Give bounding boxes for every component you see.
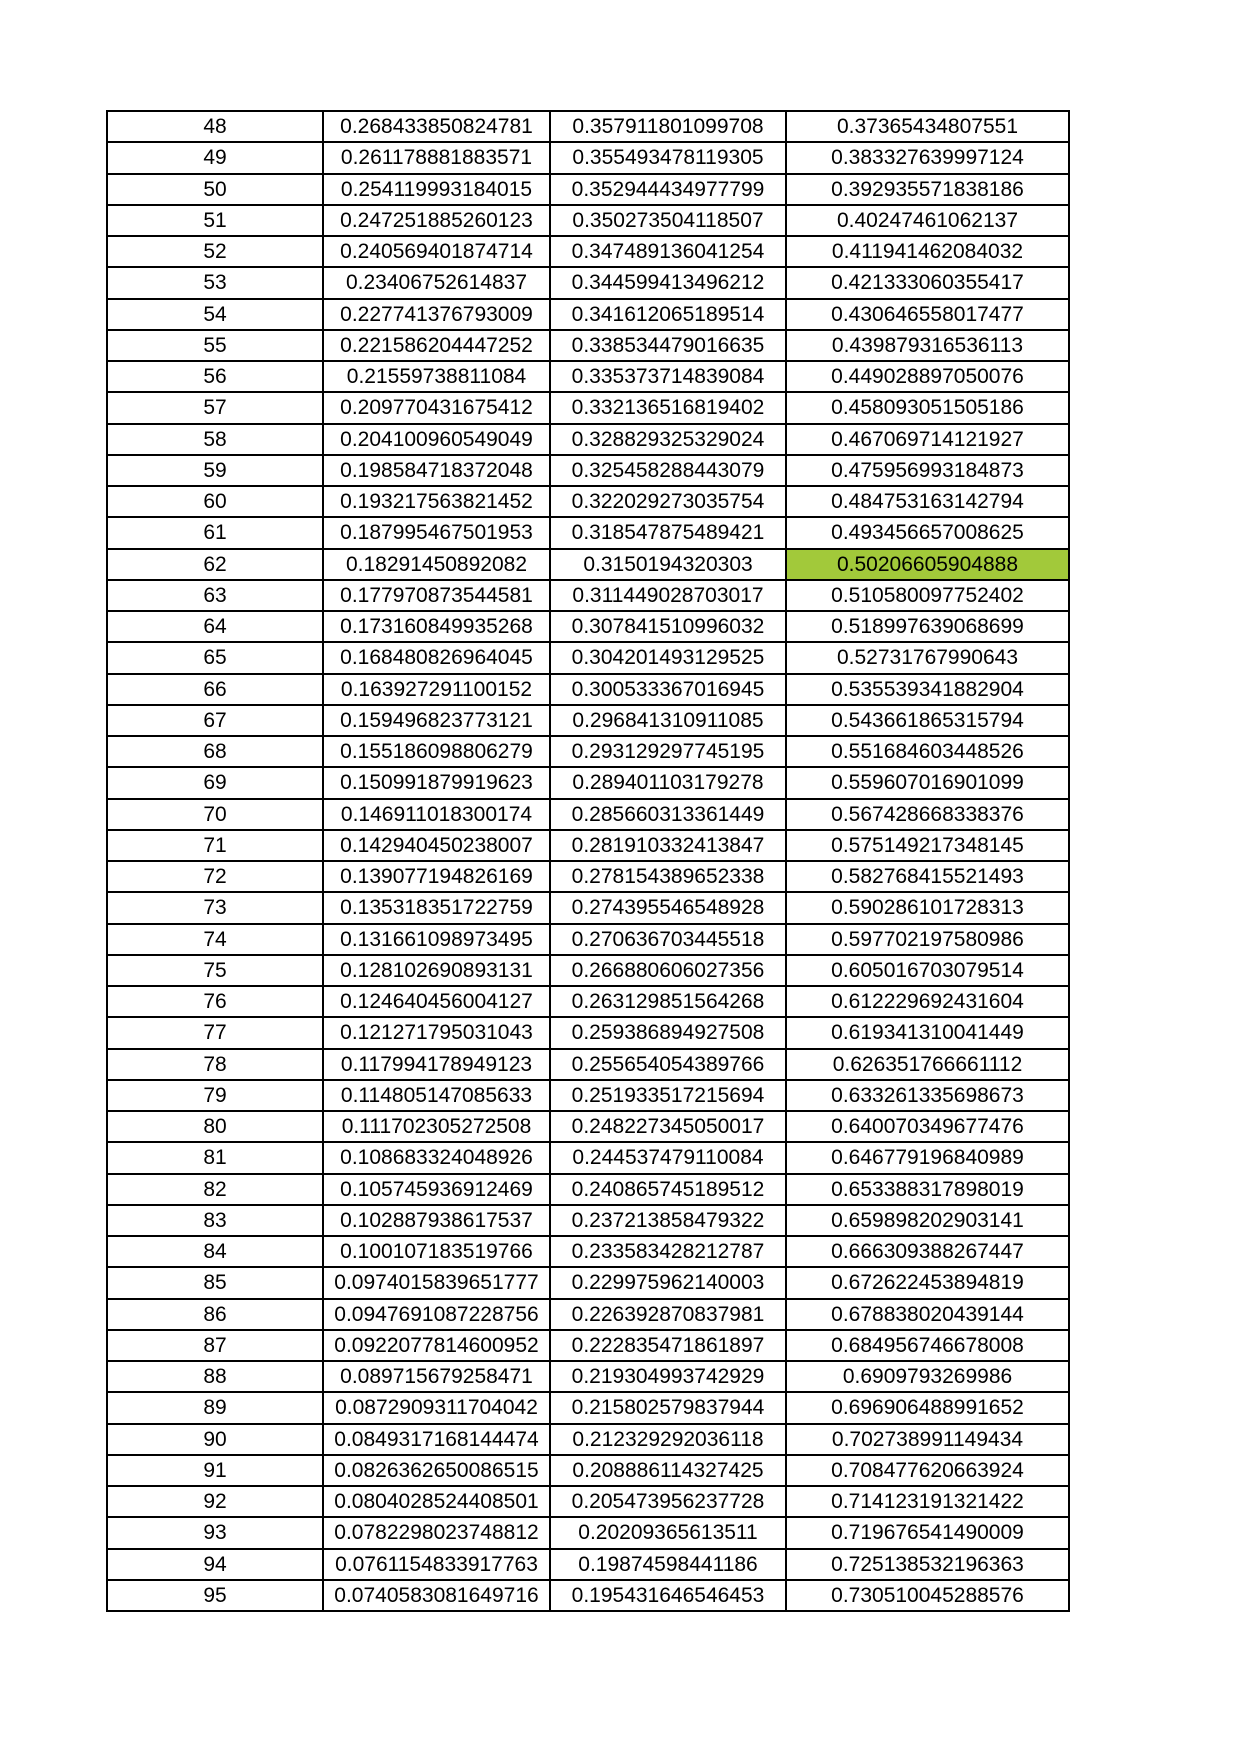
table-row [107, 580, 1069, 611]
value-cell: 0.121271795031043 [323, 1017, 550, 1048]
table-row [107, 955, 1069, 986]
table-row [107, 892, 1069, 923]
value-cell: 0.357911801099708 [550, 111, 786, 142]
value-cell: 0.131661098973495 [323, 924, 550, 955]
value-cell: 0.6909793269986 [786, 1361, 1069, 1392]
value-cell: 0.173160849935268 [323, 611, 550, 642]
value-cell: 0.567428668338376 [786, 799, 1069, 830]
table-row [107, 924, 1069, 955]
value-cell: 0.177970873544581 [323, 580, 550, 611]
value-cell: 0.0826362650086515 [323, 1455, 550, 1486]
value-cell: 0.219304993742929 [550, 1361, 786, 1392]
value-cell: 0.114805147085633 [323, 1080, 550, 1111]
value-cell: 0.458093051505186 [786, 392, 1069, 423]
value-cell: 0.0740583081649716 [323, 1580, 550, 1611]
table-row [107, 1267, 1069, 1298]
value-cell: 0.124640456004127 [323, 986, 550, 1017]
value-cell: 0.597702197580986 [786, 924, 1069, 955]
row-index-cell: 56 [107, 361, 323, 392]
value-cell: 0.307841510996032 [550, 611, 786, 642]
row-index-cell: 48 [107, 111, 323, 142]
row-index-cell: 68 [107, 736, 323, 767]
table-row [107, 799, 1069, 830]
row-index-cell: 49 [107, 142, 323, 173]
table-row [107, 1236, 1069, 1267]
row-index-cell: 60 [107, 486, 323, 517]
table-row [107, 1549, 1069, 1580]
value-cell: 0.229975962140003 [550, 1267, 786, 1298]
value-cell: 0.222835471861897 [550, 1330, 786, 1361]
value-cell: 0.350273504118507 [550, 205, 786, 236]
value-cell: 0.311449028703017 [550, 580, 786, 611]
row-index-cell: 54 [107, 299, 323, 330]
value-cell: 0.725138532196363 [786, 1549, 1069, 1580]
value-cell: 0.150991879919623 [323, 767, 550, 798]
table-row [107, 330, 1069, 361]
value-cell: 0.108683324048926 [323, 1142, 550, 1173]
row-index-cell: 84 [107, 1236, 323, 1267]
value-cell: 0.493456657008625 [786, 517, 1069, 548]
table-row [107, 1049, 1069, 1080]
value-cell: 0.430646558017477 [786, 299, 1069, 330]
table-row [107, 1299, 1069, 1330]
value-cell: 0.0974015839651777 [323, 1267, 550, 1298]
value-cell: 0.18291450892082 [323, 549, 550, 580]
value-cell: 0.344599413496212 [550, 267, 786, 298]
value-cell: 0.646779196840989 [786, 1142, 1069, 1173]
value-cell: 0.678838020439144 [786, 1299, 1069, 1330]
table-row [107, 424, 1069, 455]
row-index-cell: 52 [107, 236, 323, 267]
value-cell: 0.347489136041254 [550, 236, 786, 267]
value-cell: 0.254119993184015 [323, 174, 550, 205]
row-index-cell: 53 [107, 267, 323, 298]
value-cell: 0.163927291100152 [323, 674, 550, 705]
value-cell: 0.0947691087228756 [323, 1299, 550, 1330]
row-index-cell: 87 [107, 1330, 323, 1361]
value-cell: 0.23406752614837 [323, 267, 550, 298]
row-index-cell: 90 [107, 1424, 323, 1455]
table-body [107, 111, 1069, 1611]
value-cell: 0.168480826964045 [323, 642, 550, 673]
table-row [107, 1580, 1069, 1611]
row-index-cell: 65 [107, 642, 323, 673]
table-row [107, 1455, 1069, 1486]
row-index-cell: 79 [107, 1080, 323, 1111]
value-cell: 0.247251885260123 [323, 205, 550, 236]
value-cell: 0.102887938617537 [323, 1205, 550, 1236]
value-cell: 0.605016703079514 [786, 955, 1069, 986]
value-cell: 0.659898202903141 [786, 1205, 1069, 1236]
value-cell: 0.268433850824781 [323, 111, 550, 142]
row-index-cell: 57 [107, 392, 323, 423]
table-row [107, 1080, 1069, 1111]
value-cell: 0.208886114327425 [550, 1455, 786, 1486]
value-cell: 0.240569401874714 [323, 236, 550, 267]
value-cell: 0.653388317898019 [786, 1174, 1069, 1205]
value-cell: 0.392935571838186 [786, 174, 1069, 205]
table-row [107, 611, 1069, 642]
table-row [107, 1330, 1069, 1361]
row-index-cell: 94 [107, 1549, 323, 1580]
row-index-cell: 93 [107, 1517, 323, 1548]
value-cell: 0.730510045288576 [786, 1580, 1069, 1611]
value-cell: 0.626351766661112 [786, 1049, 1069, 1080]
table-row [107, 1517, 1069, 1548]
value-cell: 0.226392870837981 [550, 1299, 786, 1330]
value-cell: 0.195431646546453 [550, 1580, 786, 1611]
row-index-cell: 63 [107, 580, 323, 611]
value-cell: 0.551684603448526 [786, 736, 1069, 767]
table-row [107, 361, 1069, 392]
table-row [107, 1361, 1069, 1392]
table-row [107, 142, 1069, 173]
value-cell: 0.159496823773121 [323, 705, 550, 736]
value-cell: 0.193217563821452 [323, 486, 550, 517]
value-cell: 0.0804028524408501 [323, 1486, 550, 1517]
value-cell: 0.328829325329024 [550, 424, 786, 455]
table-row [107, 392, 1069, 423]
value-cell: 0.612229692431604 [786, 986, 1069, 1017]
row-index-cell: 61 [107, 517, 323, 548]
value-cell: 0.475956993184873 [786, 455, 1069, 486]
value-cell: 0.233583428212787 [550, 1236, 786, 1267]
table-row [107, 1111, 1069, 1142]
value-cell: 0.325458288443079 [550, 455, 786, 486]
value-cell: 0.111702305272508 [323, 1111, 550, 1142]
table-row [107, 767, 1069, 798]
row-index-cell: 95 [107, 1580, 323, 1611]
value-cell: 0.535539341882904 [786, 674, 1069, 705]
value-cell: 0.672622453894819 [786, 1267, 1069, 1298]
row-index-cell: 72 [107, 861, 323, 892]
value-cell: 0.510580097752402 [786, 580, 1069, 611]
value-cell: 0.155186098806279 [323, 736, 550, 767]
value-cell: 0.128102690893131 [323, 955, 550, 986]
value-cell: 0.518997639068699 [786, 611, 1069, 642]
value-cell: 0.142940450238007 [323, 830, 550, 861]
value-cell: 0.198584718372048 [323, 455, 550, 486]
value-cell: 0.278154389652338 [550, 861, 786, 892]
row-index-cell: 89 [107, 1392, 323, 1423]
value-cell: 0.332136516819402 [550, 392, 786, 423]
value-cell: 0.40247461062137 [786, 205, 1069, 236]
table-row [107, 205, 1069, 236]
value-cell: 0.575149217348145 [786, 830, 1069, 861]
value-cell: 0.274395546548928 [550, 892, 786, 923]
row-index-cell: 62 [107, 549, 323, 580]
value-cell: 0.105745936912469 [323, 1174, 550, 1205]
highlighted-cell: 0.50206605904888 [786, 549, 1069, 580]
row-index-cell: 77 [107, 1017, 323, 1048]
value-cell: 0.590286101728313 [786, 892, 1069, 923]
table-row [107, 861, 1069, 892]
table-row [107, 830, 1069, 861]
value-cell: 0.322029273035754 [550, 486, 786, 517]
row-index-cell: 76 [107, 986, 323, 1017]
value-cell: 0.467069714121927 [786, 424, 1069, 455]
table-row [107, 642, 1069, 673]
value-cell: 0.352944434977799 [550, 174, 786, 205]
value-cell: 0.209770431675412 [323, 392, 550, 423]
value-cell: 0.300533367016945 [550, 674, 786, 705]
row-index-cell: 67 [107, 705, 323, 736]
value-cell: 0.640070349677476 [786, 1111, 1069, 1142]
row-index-cell: 66 [107, 674, 323, 705]
row-index-cell: 58 [107, 424, 323, 455]
row-index-cell: 71 [107, 830, 323, 861]
value-cell: 0.449028897050076 [786, 361, 1069, 392]
row-index-cell: 86 [107, 1299, 323, 1330]
row-index-cell: 73 [107, 892, 323, 923]
row-index-cell: 78 [107, 1049, 323, 1080]
value-cell: 0.582768415521493 [786, 861, 1069, 892]
row-index-cell: 81 [107, 1142, 323, 1173]
value-cell: 0.0922077814600952 [323, 1330, 550, 1361]
row-index-cell: 91 [107, 1455, 323, 1486]
value-cell: 0.439879316536113 [786, 330, 1069, 361]
value-cell: 0.708477620663924 [786, 1455, 1069, 1486]
table-row [107, 236, 1069, 267]
value-cell: 0.146911018300174 [323, 799, 550, 830]
numeric-data-table [106, 110, 1070, 1612]
table-row [107, 517, 1069, 548]
value-cell: 0.341612065189514 [550, 299, 786, 330]
value-cell: 0.139077194826169 [323, 861, 550, 892]
value-cell: 0.619341310041449 [786, 1017, 1069, 1048]
table-row [107, 1392, 1069, 1423]
row-index-cell: 51 [107, 205, 323, 236]
value-cell: 0.289401103179278 [550, 767, 786, 798]
table-row [107, 986, 1069, 1017]
value-cell: 0.0872909311704042 [323, 1392, 550, 1423]
value-cell: 0.259386894927508 [550, 1017, 786, 1048]
value-cell: 0.52731767990643 [786, 642, 1069, 673]
value-cell: 0.318547875489421 [550, 517, 786, 548]
value-cell: 0.355493478119305 [550, 142, 786, 173]
value-cell: 0.0849317168144474 [323, 1424, 550, 1455]
row-index-cell: 85 [107, 1267, 323, 1298]
row-index-cell: 80 [107, 1111, 323, 1142]
value-cell: 0.335373714839084 [550, 361, 786, 392]
value-cell: 0.684956746678008 [786, 1330, 1069, 1361]
value-cell: 0.215802579837944 [550, 1392, 786, 1423]
value-cell: 0.251933517215694 [550, 1080, 786, 1111]
row-index-cell: 55 [107, 330, 323, 361]
value-cell: 0.204100960549049 [323, 424, 550, 455]
row-index-cell: 64 [107, 611, 323, 642]
row-index-cell: 82 [107, 1174, 323, 1205]
value-cell: 0.559607016901099 [786, 767, 1069, 798]
value-cell: 0.255654054389766 [550, 1049, 786, 1080]
value-cell: 0.484753163142794 [786, 486, 1069, 517]
value-cell: 0.296841310911085 [550, 705, 786, 736]
table-row [107, 267, 1069, 298]
value-cell: 0.263129851564268 [550, 986, 786, 1017]
table-row [107, 1205, 1069, 1236]
value-cell: 0.227741376793009 [323, 299, 550, 330]
value-cell: 0.304201493129525 [550, 642, 786, 673]
value-cell: 0.240865745189512 [550, 1174, 786, 1205]
table-row [107, 455, 1069, 486]
value-cell: 0.205473956237728 [550, 1486, 786, 1517]
value-cell: 0.21559738811084 [323, 361, 550, 392]
value-cell: 0.135318351722759 [323, 892, 550, 923]
row-index-cell: 88 [107, 1361, 323, 1392]
table-row [107, 299, 1069, 330]
value-cell: 0.543661865315794 [786, 705, 1069, 736]
value-cell: 0.100107183519766 [323, 1236, 550, 1267]
row-index-cell: 83 [107, 1205, 323, 1236]
value-cell: 0.338534479016635 [550, 330, 786, 361]
value-cell: 0.221586204447252 [323, 330, 550, 361]
table-row [107, 1486, 1069, 1517]
value-cell: 0.212329292036118 [550, 1424, 786, 1455]
row-index-cell: 50 [107, 174, 323, 205]
value-cell: 0.270636703445518 [550, 924, 786, 955]
value-cell: 0.293129297745195 [550, 736, 786, 767]
value-cell: 0.714123191321422 [786, 1486, 1069, 1517]
row-index-cell: 59 [107, 455, 323, 486]
table-row [107, 1174, 1069, 1205]
row-index-cell: 70 [107, 799, 323, 830]
table-row [107, 705, 1069, 736]
table-row [107, 736, 1069, 767]
value-cell: 0.421333060355417 [786, 267, 1069, 298]
value-cell: 0.117994178949123 [323, 1049, 550, 1080]
row-index-cell: 75 [107, 955, 323, 986]
value-cell: 0.696906488991652 [786, 1392, 1069, 1423]
value-cell: 0.719676541490009 [786, 1517, 1069, 1548]
value-cell: 0.187995467501953 [323, 517, 550, 548]
table-row [107, 1017, 1069, 1048]
value-cell: 0.702738991149434 [786, 1424, 1069, 1455]
table-row [107, 1142, 1069, 1173]
value-cell: 0.0761154833917763 [323, 1549, 550, 1580]
value-cell: 0.37365434807551 [786, 111, 1069, 142]
table-row [107, 111, 1069, 142]
table-row [107, 1424, 1069, 1455]
value-cell: 0.3150194320303 [550, 549, 786, 580]
value-cell: 0.261178881883571 [323, 142, 550, 173]
value-cell: 0.383327639997124 [786, 142, 1069, 173]
value-cell: 0.089715679258471 [323, 1361, 550, 1392]
value-cell: 0.666309388267447 [786, 1236, 1069, 1267]
value-cell: 0.237213858479322 [550, 1205, 786, 1236]
table-row [107, 174, 1069, 205]
row-index-cell: 74 [107, 924, 323, 955]
value-cell: 0.633261335698673 [786, 1080, 1069, 1111]
table-row [107, 549, 1069, 580]
row-index-cell: 92 [107, 1486, 323, 1517]
value-cell: 0.285660313361449 [550, 799, 786, 830]
value-cell: 0.411941462084032 [786, 236, 1069, 267]
value-cell: 0.19874598441186 [550, 1549, 786, 1580]
value-cell: 0.244537479110084 [550, 1142, 786, 1173]
row-index-cell: 69 [107, 767, 323, 798]
value-cell: 0.20209365613511 [550, 1517, 786, 1548]
table-row [107, 486, 1069, 517]
table-row [107, 674, 1069, 705]
value-cell: 0.266880606027356 [550, 955, 786, 986]
value-cell: 0.281910332413847 [550, 830, 786, 861]
value-cell: 0.0782298023748812 [323, 1517, 550, 1548]
value-cell: 0.248227345050017 [550, 1111, 786, 1142]
